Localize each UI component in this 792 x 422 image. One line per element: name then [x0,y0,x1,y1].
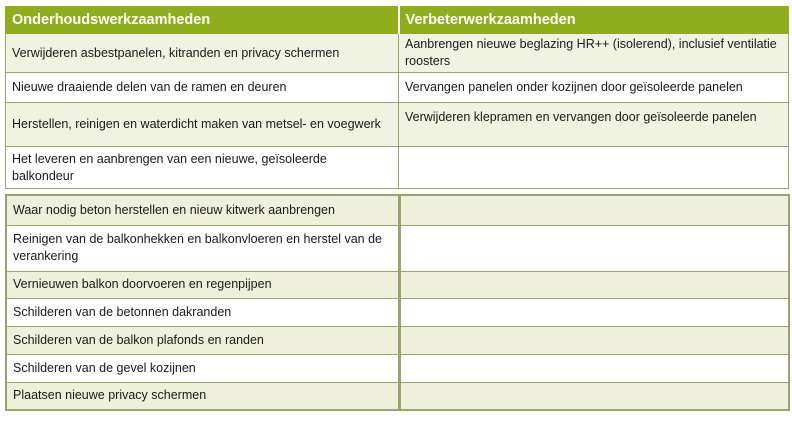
maintenance-cell: Reinigen van de balkonhekken en balkonvloeren en herstel van de verankering [6,225,399,271]
improvement-cell [399,354,789,382]
header-row [6,7,789,34]
table-row [6,147,789,189]
table-row [6,225,789,271]
table-row [6,354,789,382]
maintenance-cell: Schilderen van de betonnen dakranden [6,298,399,326]
improvement-cell [399,298,789,326]
table-row [6,195,789,225]
maintenance-cell: Vernieuwen balkon doorvoeren en regenpijpen [6,271,399,298]
maintenance-cell: Het leveren en aanbrengen van een nieuwe, geïsoleerde balkondeur [6,147,399,189]
works-table-bottom [5,194,790,411]
maintenance-cell: Schilderen van de gevel kozijnen [6,354,399,382]
table-row [6,73,789,103]
improvement-cell [399,382,789,410]
table-row [6,103,789,147]
table-row [6,326,789,354]
header-improvement: Verbeterwerkzaamheden [399,7,789,34]
improvement-cell: Verwijderen klepramen en vervangen door geïsoleerde panelen [399,103,789,147]
maintenance-cell: Nieuwe draaiende delen van de ramen en deuren [6,73,399,103]
header-maintenance: Onderhoudswerkzaamheden [6,7,399,34]
maintenance-cell: Schilderen van de balkon plafonds en randen [6,326,399,354]
improvement-cell [399,225,789,271]
works-table-wrapper [5,6,788,411]
table-row [6,34,789,73]
maintenance-cell: Plaatsen nieuwe privacy schermen [6,382,399,410]
works-table-top [5,6,789,189]
table-row [6,382,789,410]
table-row [6,271,789,298]
improvement-cell: Aanbrengen nieuwe beglazing HR++ (isolerend), inclusief ventilatie roosters [399,34,789,73]
maintenance-cell: Herstellen, reinigen en waterdicht maken van metsel- en voegwerk [6,103,399,147]
improvement-cell: Vervangen panelen onder kozijnen door geïsoleerde panelen [399,73,789,103]
table-row [6,298,789,326]
maintenance-cell: Waar nodig beton herstellen en nieuw kitwerk aanbrengen [6,195,399,225]
improvement-cell [399,147,789,189]
improvement-cell [399,326,789,354]
improvement-cell [399,195,789,225]
improvement-cell [399,271,789,298]
maintenance-cell: Verwijderen asbestpanelen, kitranden en privacy schermen [6,34,399,73]
